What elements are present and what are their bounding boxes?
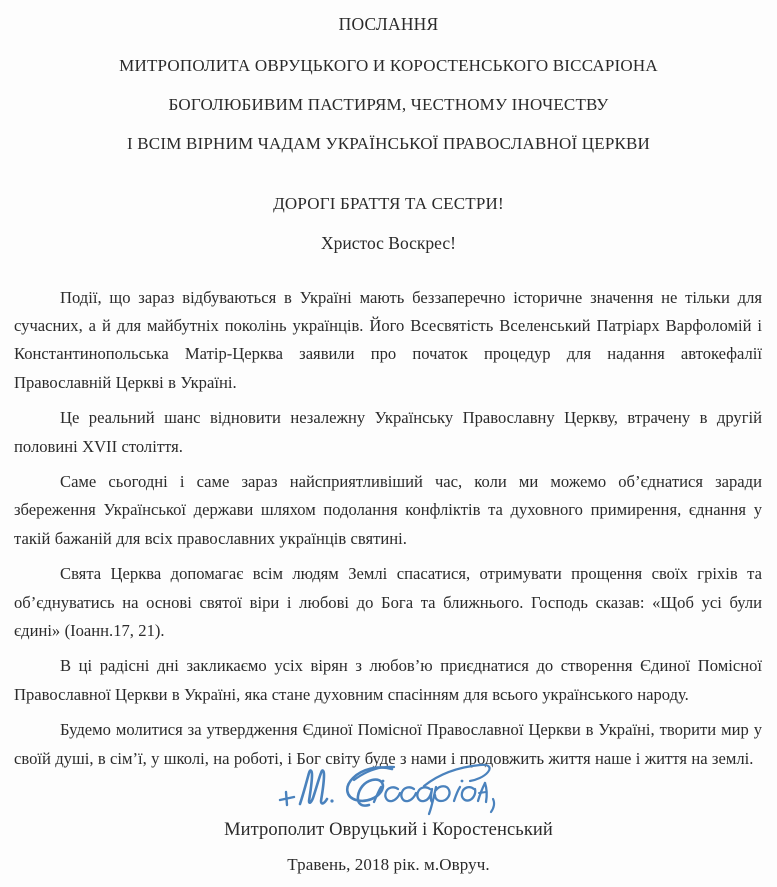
signature-date-place: Травень, 2018 рік. м.Овруч. <box>287 855 490 874</box>
signature-block <box>0 756 777 875</box>
body-paragraph: Свята Церква допомагає всім людям Землі спасатися, отримувати прощення своїх гріхів та об’єднуватись на основі святої віри і любові до Бога та ближнього. Господь сказав: «Щоб усі були єдині» (Іоанн.17, 21). <box>14 564 762 640</box>
paschal-greeting: Христос Воскрес! <box>321 232 456 253</box>
body-paragraph: Це реальний шанс відновити незалежну Українську Православну Церкву, втрачену в другій половині XVII століття. <box>14 408 762 456</box>
handwritten-signature-icon <box>0 756 777 818</box>
salutation-block <box>0 194 777 254</box>
body-paragraph: Будемо молитися за утвердження Єдиної Помісної Православної Церкви в Україні, творити мир у своїй душі, в сім’ї, у школі, на роботі, і Бог світу буде з нами і продовжить життя наше і життя на землі. <box>14 720 762 768</box>
body-paragraph: Події, що зараз відбуваються в Україні мають беззаперечно історичне значення не тільки для сучасних, а й для майбутніх поколінь українців. Його Всесвятість Вселенський Патріарх Варфоломій і Константинопольська Матір-Церква заявили про початок процедур для надання автокефалії Православній Церкві в Україні. <box>14 287 762 392</box>
header-line-addressee-clergy: БОГОЛЮБИВИМ ПАСТИРЯМ, ЧЕСТНОМУ ІНОЧЕСТВУ <box>168 94 609 114</box>
body-paragraph: В ці радісні дні закликаємо усіх вірян з любов’ю приєднатися до створення Єдиної Помісної Православної Церкви в Україні, яка стане духовним спасінням для всього українського народу. <box>14 656 762 704</box>
document-body <box>0 284 777 774</box>
header-line-author: МИТРОПОЛИТА ОВРУЦЬКОГО И КОРОСТЕНСЬКОГО ВІССАРІОНА <box>119 55 658 75</box>
header-line-addressee-faithful: І ВСІМ ВІРНИМ ЧАДАМ УКРАЇНСЬКОЇ ПРАВОСЛАВНОЇ ЦЕРКВИ <box>126 133 651 153</box>
signatory-title: Митрополит Овруцький і Коростенський <box>224 820 553 840</box>
document-title: ПОСЛАННЯ <box>338 14 439 34</box>
salutation-greeting: ДОРОГІ БРАТТЯ ТА СЕСТРИ! <box>273 193 504 213</box>
document-header <box>0 0 777 152</box>
body-paragraph: Саме сьогодні і саме зараз найсприятливіший час, коли ми можемо об’єднатися заради збереження Української держави шляхом подолання конфліктів та духовного примирення, єднання у такій бажаній для всіх православних українців святині. <box>14 471 762 548</box>
